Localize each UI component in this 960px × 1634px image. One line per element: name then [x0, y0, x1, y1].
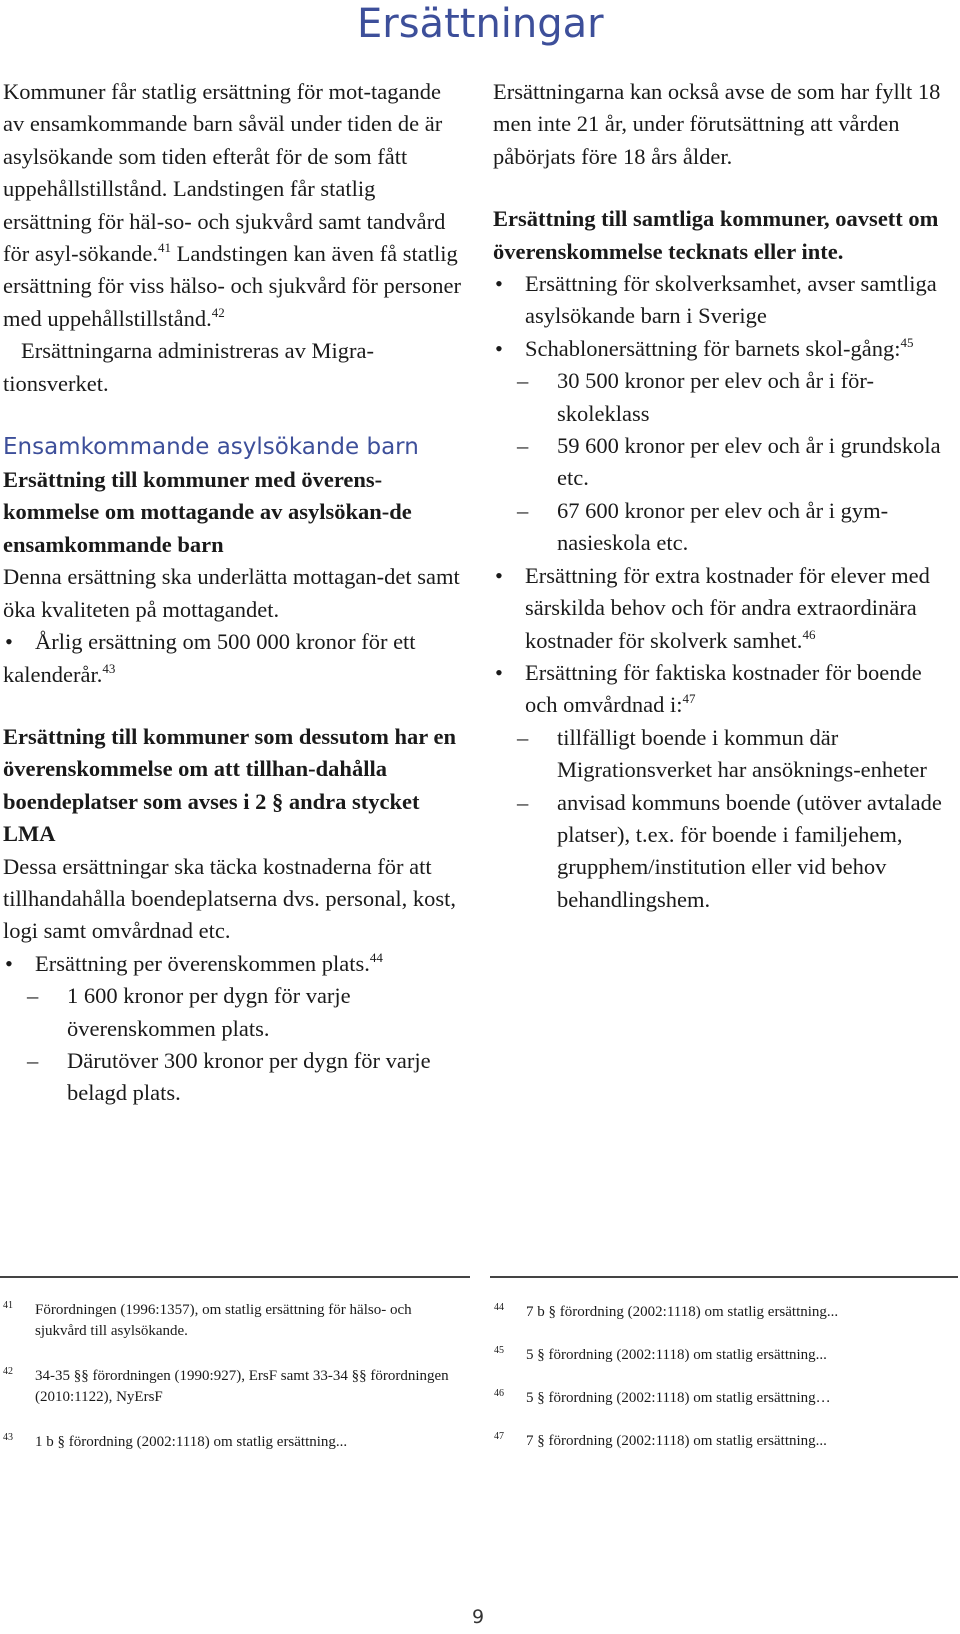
intro-paragraph-2: Ersättningarna administreras av Migra-tionsverket.	[3, 338, 375, 396]
dash-item: – anvisad kommuns boende (utöver avtalade platser), t.ex. för boende i familjehem, grupphem/institution eller vid behov behandlingshem.	[493, 787, 957, 917]
intro-paragraph	[3, 76, 465, 335]
dash-item: – 30 500 kronor per elev och år i för-skoleklass	[493, 365, 957, 430]
footnote-ref-44[interactable]: 44	[369, 949, 383, 965]
footnote-ref-43[interactable]: 43	[102, 660, 116, 676]
page-title: Ersättningar	[357, 1, 604, 47]
list-item	[493, 333, 957, 365]
list-item	[493, 657, 957, 722]
subheading-1-text: Denna ersättning ska underlätta mottagan-det samt öka kvaliteten på mottagandet.	[3, 564, 460, 622]
page-number: 9	[472, 1606, 485, 1628]
footnote-ref-41[interactable]: 41	[157, 240, 171, 256]
dash-item: – 67 600 kronor per elev och år i gym-nasieskola etc.	[493, 495, 957, 560]
footnote-number: 41	[3, 1300, 13, 1311]
list-item-text: Ersättning per överenskommen plats.	[35, 950, 370, 976]
footnote-41	[3, 1300, 453, 1342]
footnote-ref-45[interactable]: 45	[900, 334, 914, 350]
footnote-number: 47	[494, 1431, 504, 1442]
footnote-divider-left	[0, 1276, 470, 1278]
intro-text-a: Kommuner får statlig ersättning för mot-tagande av ensamkommande barn såväl under tiden de är asylsökande som tiden efteråt för de som fått uppehållstillstånd. Landstingen får statlig ersättning för häl-so- och sjukvård samt tandvård för asyl-sökande.	[3, 79, 446, 267]
footnote-46	[494, 1388, 954, 1409]
right-heading: Ersättning till samtliga kommuner, oavsett om överenskommelse tecknats eller inte.	[493, 206, 939, 264]
footnote-text: Förordningen (1996:1357), om statlig ersättning för hälso- och sjukvård till asylsökande.	[35, 1302, 412, 1339]
right-list	[493, 268, 957, 916]
list-item-text: Ersättning för faktiska kostnader för boende och omvårdnad i:	[525, 659, 922, 718]
footnote-44	[494, 1302, 954, 1323]
subheading-1-list	[3, 626, 465, 691]
right-column	[493, 76, 957, 916]
list-item	[493, 560, 957, 657]
footnote-text: 7 b § förordning (2002:1118) om statlig ersättning...	[526, 1304, 839, 1320]
dash-item: – Därutöver 300 kronor per dygn för varje belagd plats.	[3, 1045, 465, 1110]
list-item	[3, 948, 465, 980]
dash-item: – tillfälligt boende i kommun där Migrationsverket har ansöknings-enheter	[493, 722, 957, 787]
subheading-2: Ersättning till kommuner som dessutom har en överenskommelse om att tillhan-dahålla boendeplatser som avses i 2 § andra stycket LMA	[3, 723, 456, 847]
footnote-45	[494, 1345, 954, 1366]
footnote-43	[3, 1432, 453, 1453]
list-item-text: Schablonersättning för barnets skol-gång:	[525, 335, 901, 361]
list-item: • Ersättning för skolverksamhet, avser samtliga asylsökande barn i Sverige	[493, 268, 957, 333]
footnote-text: 1 b § förordning (2002:1118) om statlig ersättning...	[35, 1434, 348, 1450]
footnote-text: 5 § förordning (2002:1118) om statlig ersättning…	[526, 1390, 831, 1406]
list-item-text: Årlig ersättning om 500 000 kronor för ett kalenderår.	[3, 629, 416, 687]
footnote-number: 44	[494, 1302, 504, 1313]
subheading-1: Ersättning till kommuner med överens-kommelse om mottagande av asylsökan-de ensamkommande barn	[3, 467, 412, 557]
footnote-42	[3, 1366, 453, 1408]
right-intro: Ersättningarna kan också avse de som har fyllt 18 men inte 21 år, under förutsättning att vården påbörjats före 18 års ålder.	[493, 79, 941, 169]
footnote-number: 43	[3, 1432, 13, 1443]
footnote-ref-42[interactable]: 42	[211, 304, 225, 320]
footnote-number: 45	[494, 1345, 504, 1356]
dash-item: – 1 600 kronor per dygn för varje överenskommen plats.	[3, 980, 465, 1045]
left-column	[3, 76, 465, 1110]
footnote-text: 34-35 §§ förordningen (1990:927), ErsF samt 33-34 §§ förordningen (2010:1122), NyErsF	[35, 1368, 449, 1405]
footnote-number: 46	[494, 1388, 504, 1399]
subheading-2-text: Dessa ersättningar ska täcka kostnaderna för att tillhandahålla boendeplatserna dvs. personal, kost, logi samt omvårdnad etc.	[3, 853, 456, 944]
list-item	[3, 626, 465, 691]
footnote-number: 42	[3, 1366, 13, 1377]
footnote-text: 7 § förordning (2002:1118) om statlig ersättning...	[526, 1433, 827, 1449]
footnote-ref-46[interactable]: 46	[802, 626, 816, 642]
list-item-text: Ersättning för extra kostnader för elever med särskilda behov och för andra extraordinära kostnader för skolverk samhet.	[525, 562, 930, 653]
intro-text-b: Landstingen kan även få statlig ersättning för viss hälso- och sjukvård för personer med uppehållstillstånd.	[3, 241, 462, 331]
subheading-2-list	[3, 948, 465, 1110]
dash-item: – 59 600 kronor per elev och år i grundskola etc.	[493, 430, 957, 495]
footnote-ref-47[interactable]: 47	[682, 691, 696, 707]
footnote-text: 5 § förordning (2002:1118) om statlig ersättning...	[526, 1347, 827, 1363]
section-heading: Ensamkommande asylsökande barn	[3, 434, 419, 461]
footnote-47	[494, 1431, 954, 1452]
footnote-divider-right	[490, 1276, 958, 1278]
